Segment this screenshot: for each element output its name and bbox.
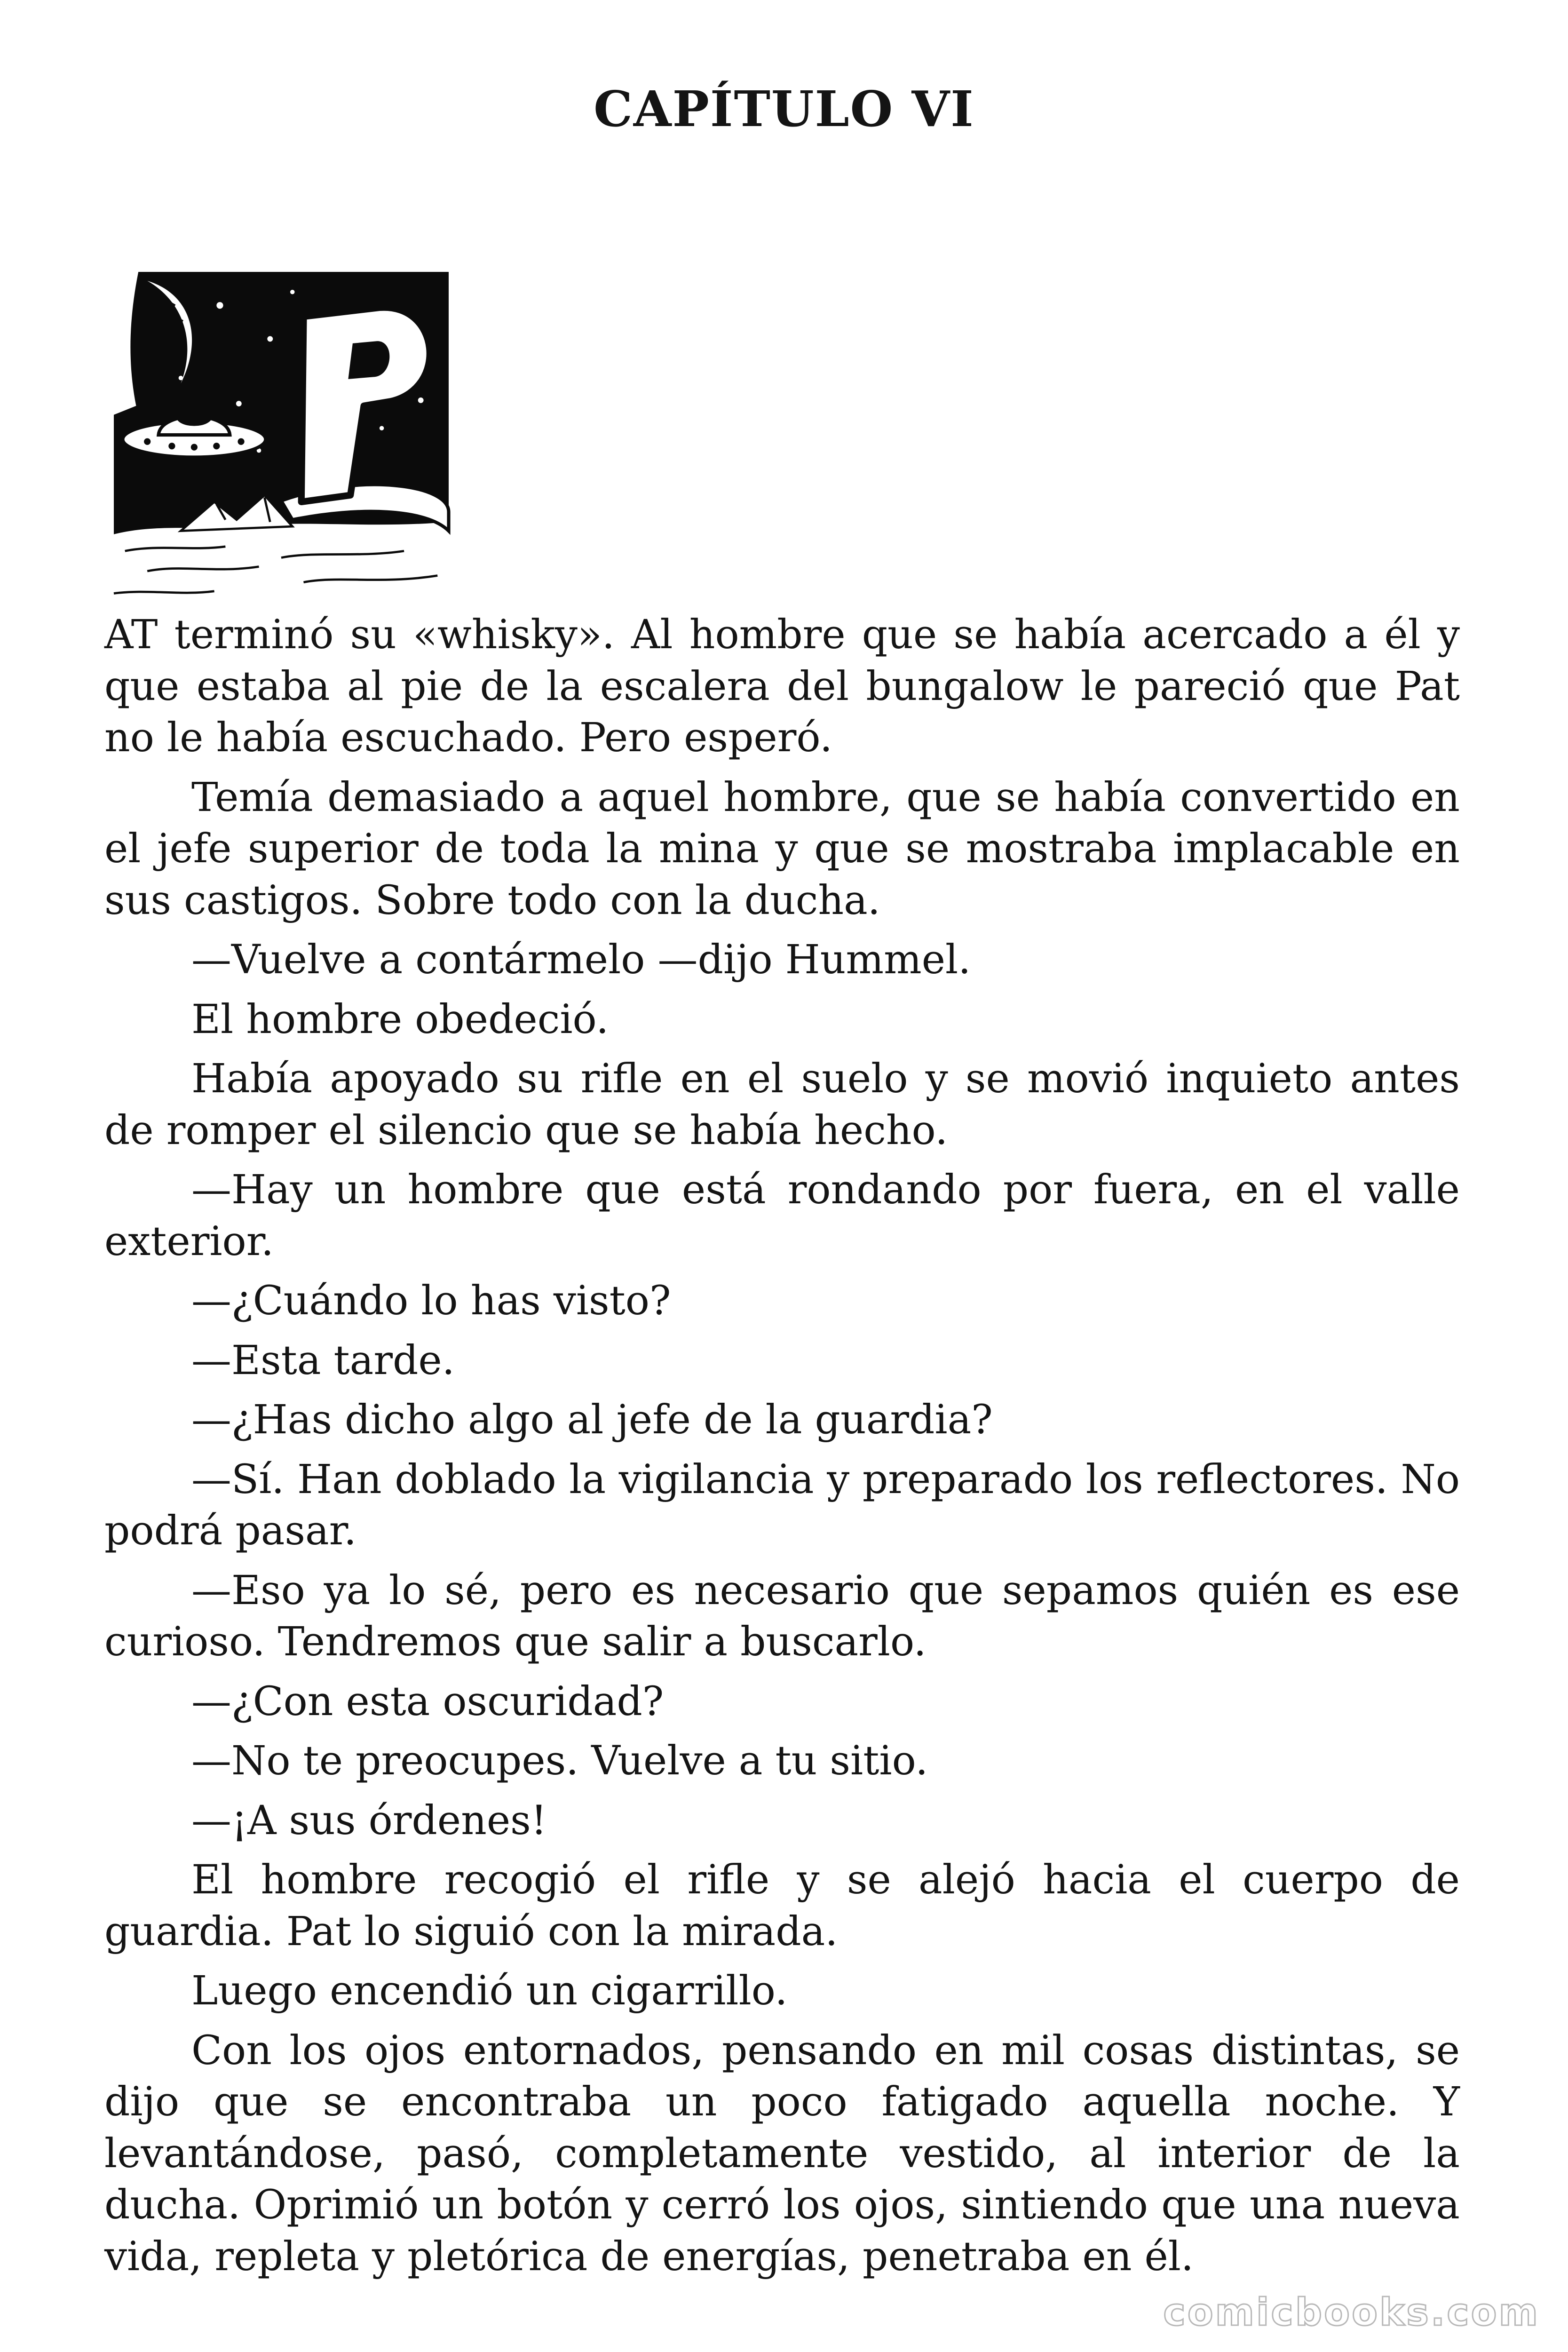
chapter-title: CAPÍTULO VI: [594, 80, 974, 138]
paragraph: —Sí. Han doblado la vigilancia y preparado los reflectores. No podrá pasar.: [104, 1456, 1460, 1554]
paragraph: —¿Cuándo lo has visto?: [191, 1278, 671, 1324]
paragraph: El hombre recogió el rifle y se alejó hacia el cuerpo de guardia. Pat lo siguió con la mirada.: [104, 1857, 1460, 1955]
paragraph: —No te preocupes. Vuelve a tu sitio.: [191, 1738, 928, 1784]
paragraph: —¿Con esta oscuridad?: [191, 1678, 664, 1725]
chapter-body: [104, 609, 1460, 2290]
paragraph: —¡A sus órdenes!: [191, 1797, 547, 1844]
watermark: comicbooks.com: [1163, 2290, 1540, 2334]
paragraph: Temía demasiado a aquel hombre, que se había convertido en el jefe superior de toda la mina y que se mostraba implacable en sus castigos. Sobre todo con la ducha.: [104, 774, 1460, 924]
paragraph: Luego encendió un cigarrillo.: [191, 1968, 788, 2014]
paragraph: —¿Has dicho algo al jefe de la guardia?: [191, 1397, 993, 1443]
paragraph: —Esta tarde.: [191, 1337, 455, 1384]
paragraph: —Eso ya lo sé, pero es necesario que sepamos quién es ese curioso. Tendremos que salir a buscarlo.: [104, 1567, 1460, 1665]
drop-cap-illustration: [111, 272, 451, 607]
paragraph: El hombre obedeció.: [191, 996, 609, 1043]
paragraph: —Hay un hombre que está rondando por fuera, en el valle exterior.: [104, 1167, 1460, 1265]
paragraph: AT terminó su «whisky». Al hombre que se había acercado a él y que estaba al pie de la escalera del bungalow le pareció que Pat no le había escuchado. Pero esperó.: [104, 612, 1460, 761]
paragraph: Con los ojos entornados, pensando en mil cosas distintas, se dijo que se encontraba un poco fatigado aquella noche. Y levantándose, pasó, completamente vestido, al interior de la ducha. Oprimió un botón y cerró los ojos, sintiendo que una nueva vida, repleta y pletórica de energías, penetraba en él.: [104, 2027, 1460, 2280]
paragraph: —Vuelve a contármelo —dijo Hummel.: [191, 937, 971, 983]
paragraph: Había apoyado su rifle en el suelo y se movió inquieto antes de romper el silencio que se había hecho.: [104, 1056, 1460, 1154]
space-saucer-illustrated-initial-icon: [111, 272, 451, 607]
